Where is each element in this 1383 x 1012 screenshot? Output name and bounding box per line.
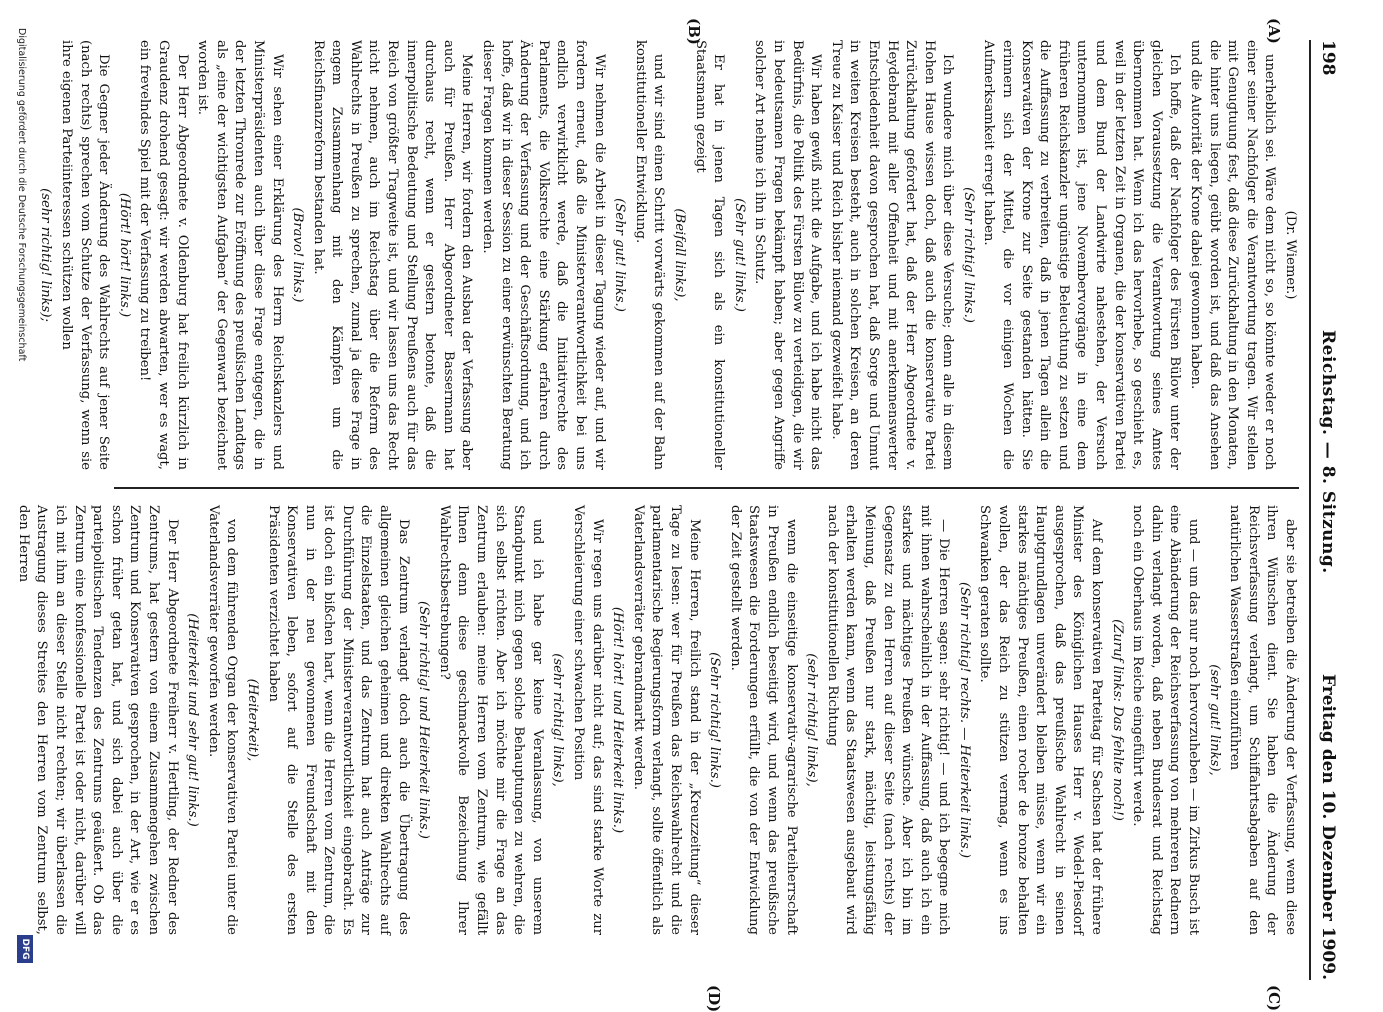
left-text-column (38, 40, 1299, 470)
interjection: (Sehr gut! links.) (612, 198, 628, 312)
interjection: (Beifall links), (672, 208, 687, 302)
interjection: (Sehr richtig! links.) (707, 652, 723, 788)
digitization-credit: Digitalisierung gefördert durch die Deutsche Forschungsgemeinschaft (16, 28, 27, 362)
paragraph: Die Gegner jeder Änderung des Wahlrechts auf jener Seite (nach rechts) sprechen vom Schutze der Verfassung, wenn sie ihre eigenen Parteiinteressen schützen wollen (59, 40, 112, 470)
paragraph: und wir sind einen Schritt vorwärts gekommen auf der Bahn konstitutioneller Entwicklung. (632, 40, 667, 470)
paragraph: Ich wundere mich über diese Versuche; denn alle in diesem Hohen Hause wissen doch, daß auch die konservative Partei Zurückhaltung gefordert hat, daß der Herr Abgeordnete v. Heydebrand mit aller Offenheit und mit anerkennenswerter Entschiedenheit davon gesprochen hat, daß Sorge und Unmut in weiten Kreisen besteht, auch in solchen Kreisen, an deren Treue zu Kaiser und Reich bisher niemand gezweifelt habe. (828, 40, 956, 470)
paragraph: aber sie betreiben die Änderung der Verfassung, wenn diese ihren Wünschen dient. Sie haben die Änderung der Reichsverfassung verlangt, um Schiffahrtsabgaben auf den natürlichen Wasserstraßen einzuführen (1227, 505, 1298, 935)
paragraph: Wir regen uns darüber nicht auf; das sind starke Worte zur Verschleierung einer schwachen Position (571, 505, 605, 935)
margin-marker-a: (A) (1265, 18, 1283, 44)
column-divider (114, 487, 1299, 489)
interjection: (Heiterkeit), (244, 678, 260, 762)
right-text-column (15, 505, 1299, 935)
interjection: (Sehr richtig! und Heiterkeit links.) (416, 601, 432, 839)
interjection: (Zuruf links: Das fehlte noch!) (1109, 619, 1125, 821)
interjection: (sehr richtig! links); (38, 188, 54, 322)
paragraph: Wir nehmen die Arbeit in dieser Tagung wieder auf, und wir fordern erneut, daß die Ministerverantwortlichkeit bei uns endlich verwirklicht werde, daß die Initiativrechte des Parlaments, die Volksrechte eine Stärkung erfahren durch Änderung der Verfassung und der Geschäftsordnung, und ich hoffe, daß wir in dieser Session zu einer erwünschten Beratung dieser Fragen kommen werden. (480, 40, 607, 470)
dfg-logo: DFG (17, 935, 33, 963)
interjection: (Sehr gut! links.) (731, 198, 747, 312)
interjection: (sehr richtig! links), (550, 653, 566, 787)
interjection: (Hört! hört! links.) (116, 192, 132, 318)
running-title: Reichstag. — 8. Sitzung. (1318, 330, 1338, 574)
paragraph: wenn die einseitige konservativ-agrarische Parteiherrschaft in Preußen endlich beseitigt wird, und wenn das preußische Staatswesen die Forderungen erfüllt, die von der Entwicklung der Zeit gestellt werden. (727, 505, 799, 935)
paragraph: Der Herr Abgeordnete Freiherr v. Hertling, der Redner des Zentrums, hat gestern von einem Zusammengehen zwischen Zentrum und Konservativen gesprochen, in der Art, wie er es schon früher getan hat, und sich dabei auch über die parteipolitischen Tendenzen des Zentrums geäußert. Ob das Zentrum eine konfessionelle Partei ist oder nicht, darüber will ich mit ihm an dieser Stelle nicht rechten; wir überlassen die Austragung dieses Streites den Herren vom Zentrum selbst, den Herren (15, 505, 180, 935)
interjection: (sehr gut! links), (1206, 664, 1222, 776)
paragraph: Ich hoffe, daß der Nachfolger des Fürsten Bülow unter der gleichen Voraussetzung die Verantwortung seines Amtes übernommen hat. Wenn ich das hervorhebe, so geschieht es, weil in der letzten Zeit in Organen, die der konservativen Partei und dem Bund der Landwirte nahestehen, der Versuch unternommen ist, jene Novembervorgänge in eine dem früheren Reichskanzler ungünstige Beleuchtung zu setzen und die Auffassung zu verbreiten, daß in jenen Tagen allein die Konservativen der Krone zur Seite gestanden hätten. Sie erinnern sich der Mittel, die vor einigen Wochen die Aufmerksamkeit erregt haben. (981, 40, 1183, 470)
header-rule (1309, 40, 1311, 980)
paragraph: Auf dem konservativen Parteitag für Sachsen hat der frühere Minister des Königlichen Hauses Herr v. Wedel-Piesdorf ausgesprochen, daß das preußische Wahlrecht in seinen Hauptgrundlagen unverändert bleiben müsse, wenn wir ein starkes mächtiges Preußen, einen rocher de bronze behalten wollen, der das Reich zu stützen vermag, wenn es ins Schwanken geraten sollte. (977, 505, 1105, 935)
paragraph: von dem führenden Organ der konservativen Partei unter die Vaterlandsverräter geworfen werden. (205, 505, 240, 935)
paragraph: Wir sehen einer Erklärung des Herrn Reichskanzlers und Ministerpräsidenten auch über diese Frage entgegen, die in der letzten Thronrede zur Eröffnung des preußischen Landtags als „eine der wichtigsten Aufgaben“ der Gegenwart bezeichnet worden ist. (195, 40, 285, 470)
paragraph: unerheblich sei. Wäre dem nicht so, so könnte weder er noch einer seiner Nachfolger die Verantwortung tragen. Wir stellen mit Genugtuung fest, daß diese Zurückhaltung in den Monaten, die hinter uns liegen, geübt worden ist, und daß das Ansehen und die Autorität der Krone dabei gewonnen haben. (1188, 40, 1278, 470)
margin-marker-d: (D) (705, 985, 723, 1012)
interjection: (Heiterkeit und sehr gut! links.) (185, 613, 201, 827)
interjection: (Bravo! links.) (290, 207, 306, 303)
paragraph: Meine Herren, wir fordern den Ausbau der Verfassung aber auch für Preußen. Herr Abgeordneter Bassermann hat durchaus recht, wenn er gestern betonte, daß die innerpolitische Bedeutung und Stellung Preußens auch für das Reich von größter Tragweite ist, und wir lassen uns das Recht nicht nehmen, auch im Reichstag über die Reform des Wahlrechts in Preußen zu sprechen, zumal ja diese Frage in engem Zusammenhang mit den Kämpfen um die Reichsfinanzreform bestanden hat. (310, 40, 475, 470)
margin-marker-c: (C) (1265, 985, 1283, 1012)
interjection: (Hört! hört! und Heiterkeit links.) (610, 606, 626, 834)
paragraph: Der Herr Abgeordnete v. Oldenburg hat freilich kürzlich in Graudenz drohend gesagt: wir werden abwarten, wer es wagt, ein frevelndes Spiel mit der Verfassung zu treiben! (137, 40, 190, 470)
paragraph: Wir haben gewiß nicht die Aufgabe, und ich habe nicht das Bedürfnis, die Politik des Fürsten Bülow zu verteidigen, die wir in bedeutsamen Fragen bekämpft haben; aber gegen Angriffe solcher Art nehme ich ihn in Schutz. (752, 40, 824, 470)
paragraph: Er hat in jenen Tagen sich als ein konstitutioneller Staatsmann gezeigt (692, 40, 727, 470)
paragraph: und ich habe gar keine Veranlassung, von unserem Standpunkt mich gegen solche Behauptungen zu wehren, die sich selbst richten. Aber ich möchte mir die Frage an das Zentrum erlauben: meine Herren vom Zentrum, wie gefällt Ihnen denn diese geschmackvolle Bezeichnung Ihrer Wahlrechtsbestrebungen? (436, 505, 545, 935)
interjection: (sehr richtig! links), (804, 653, 820, 787)
interjection: (Sehr richtig! rechts. — Heiterkeit links.) (956, 581, 972, 859)
margin-marker-b: (B) (685, 18, 703, 45)
interjection: (Sehr richtig! links.) (960, 187, 976, 323)
session-date: Freitag den 10. Dezember 1909. (1318, 674, 1338, 980)
speaker-label: (Dr. Wiemer.) (1283, 210, 1298, 300)
paragraph: Das Zentrum verlangt doch auch die Übertragung des allgemeinen gleichen geheimen und direkten Wahlrechts auf die Einzelstaaten, und das Zentrum hat auch Anträge zur Durchführung der Ministerverantwortlichkeit eingebracht. Es ist doch ein bißchen hart, wenn die Herren vom Zentrum, die nun in der neu gewonnenen Freundschaft mit den Konservativen leben, sofort auf die Stelle des ersten Präsidenten verzichtet haben (265, 505, 411, 935)
paragraph: — Die Herren sagen: sehr richtig! — und ich begegne mich mit ihnen wahrscheinlich in der Auffassung, daß auch ich ein starkes und mächtiges Preußen wünsche. Aber ich bin im Gegensatz zu den Herren auf dieser Seite (nach rechts) der Meinung, daß Preußen nur stark, mächtig, leistungsfähig erhalten werden kann, wenn das Staatswesen ausgebaut wird nach der konstitutionellen Richtung (824, 505, 952, 935)
paragraph: und — um das nur noch hervorzuheben — im Zirkus Busch ist eine Abänderung der Reichsverfassung von mehreren Rednern dahin verlangt worden, daß neben Bundesrat und Reichstag noch ein Oberhaus im Reiche eingeführt werde. (1130, 505, 1202, 935)
page-header (1308, 40, 1338, 980)
page-number: 198 (1318, 40, 1338, 76)
paragraph: Meine Herren, freilich stand in der „Kreuzzeitung“ dieser Tage zu lesen: wer für Preußen das Reichswahlrecht und die parlamentarische Regierungsform verlangt, sollte öffentlich als Vaterlandsverräter gebrandmarkt werden. (630, 505, 702, 935)
